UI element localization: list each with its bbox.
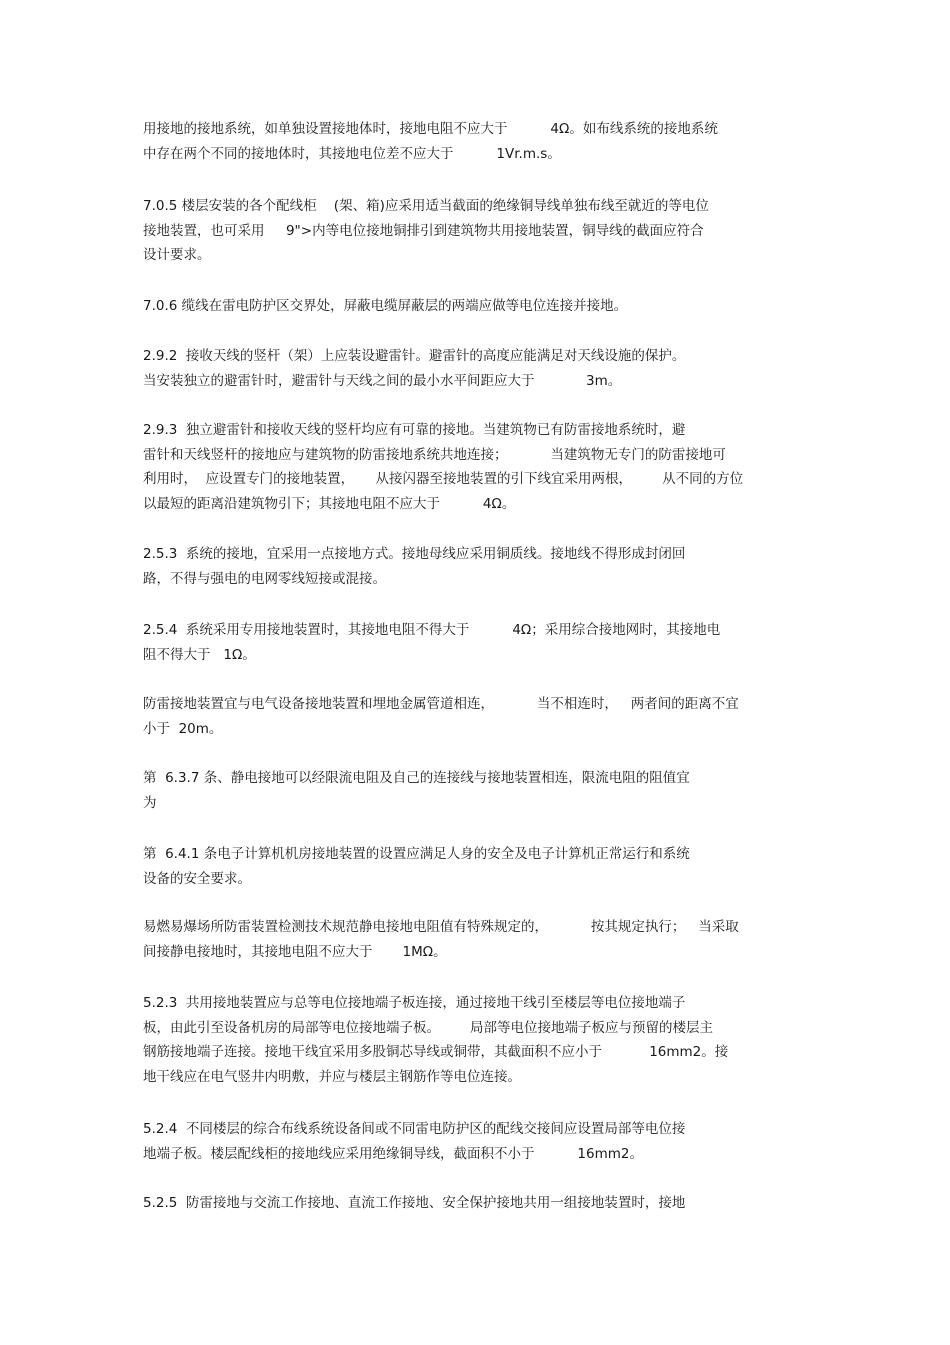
text-line: 2.9.2 接收天线的竖杆（架）上应装设避雷针。避雷针的高度应能满足对天线设施的保护。 (143, 348, 686, 364)
text-line: 间接静电接地时，其接地电阻不应大于 1MΩ。 (143, 943, 447, 960)
text-line: 2.5.3 系统的接地，宜采用一点接地方式。接地母线应采用铜质线。接地线不得形成封闭回 (143, 546, 686, 562)
text-line: 7.0.5 楼层安装的各个配线柜 (架、箱)应采用适当截面的绝缘铜导线单独布线至就近的等电位 (143, 198, 709, 214)
text-line: 当安装独立的避雷针时，避雷针与天线之间的最小水平间距应大于 3m。 (143, 372, 622, 389)
paragraph (143, 692, 823, 741)
paragraph (143, 542, 823, 591)
paragraph (143, 194, 823, 268)
text-line: 第 6.4.1 条电子计算机机房接地装置的设置应满足人身的安全及电子计算机正常运行和系统 (143, 846, 690, 862)
text-line: 路，不得与强电的电网零线短接或混接。 (143, 570, 386, 587)
text-line: 防雷接地装置宜与电气设备接地装置和埋地金属管道相连， 当不相连时， 两者间的距离不宜 (143, 696, 739, 712)
text-line: 5.2.3 共用接地装置应与总等电位接地端子板连接，通过接地干线引至楼层等电位接地端子 (143, 995, 686, 1011)
paragraph (143, 1191, 823, 1216)
text-line: 5.2.4 不同楼层的综合布线系统设备间或不同雷电防护区的配线交接间应设置局部等电位接 (143, 1121, 686, 1137)
text-line: 雷针和天线竖杆的接地应与建筑物的防雷接地系统共地连接； 当建筑物无专门的防雷接地可 (143, 446, 726, 463)
paragraph (143, 766, 823, 815)
paragraph (143, 418, 823, 516)
text-line: 利用时， 应设置专门的接地装置， 从接闪器至接地装置的引下线宜采用两根， 从不同的方位 (143, 471, 744, 487)
text-line: 7.0.6 缆线在雷电防护区交界处，屏蔽电缆屏蔽层的两端应做等电位连接并接地。 (143, 298, 628, 314)
paragraph (143, 1117, 823, 1166)
text-line: 小于 20m。 (143, 720, 223, 737)
text-line: 易燃易爆场所防雷装置检测技术规范静电接地电阻值有特殊规定的， 按其规定执行； 当采取 (143, 919, 739, 935)
text-line: 钢筋接地端子连接。接地干线宜采用多股铜芯导线或铜带，其截面积不应小于 16mm2。接 (143, 1044, 729, 1060)
text-line: 设计要求。 (143, 247, 211, 263)
text-line: 接地装置，也可采用 9">内等电位接地铜排引到建筑物共用接地装置，铜导线的截面应符合 (143, 222, 704, 239)
paragraph (143, 991, 823, 1089)
text-line: 2.9.3 独立避雷针和接收天线的竖杆均应有可靠的接地。当建筑物已有防雷接地系统时，避 (143, 422, 686, 438)
paragraph (143, 842, 823, 891)
text-line: 第 6.3.7 条、静电接地可以经限流电阻及自己的连接线与接地装置相连，限流电阻的阻值宜 (143, 770, 690, 786)
text-line: 设备的安全要求。 (143, 870, 251, 887)
text-line: 2.5.4 系统采用专用接地装置时，其接地电阻不得大于 4Ω；采用综合接地网时，其接地电 (143, 622, 721, 638)
text-line: 地干线应在电气竖井内明敷，并应与楼层主钢筋作等电位连接。 (143, 1068, 521, 1085)
text-line: 为 (143, 794, 157, 811)
paragraph (143, 117, 823, 166)
paragraph (143, 344, 823, 393)
text-line: 地端子板。楼层配线柜的接地线应采用绝缘铜导线，截面积不小于 16mm2。 (143, 1145, 643, 1162)
paragraph (143, 294, 823, 319)
paragraph (143, 618, 823, 667)
paragraph (143, 915, 823, 964)
text-line: 以最短的距离沿建筑物引下；其接地电阻不应大于 4Ω。 (143, 495, 516, 512)
text-line: 阻不得大于 1Ω。 (143, 646, 256, 663)
text-line: 用接地的接地系统，如单独设置接地体时，接地电阻不应大于 4Ω。如布线系统的接地系统 (143, 121, 718, 137)
text-line: 5.2.5 防雷接地与交流工作接地、直流工作接地、安全保护接地共用一组接地装置时，接地 (143, 1195, 686, 1211)
text-line: 中存在两个不同的接地体时，其接地电位差不应大于 1Vr.m.s。 (143, 145, 561, 162)
text-line: 板，由此引至设备机房的局部等电位接地端子板。 局部等电位接地端子板应与预留的楼层主 (143, 1019, 714, 1036)
